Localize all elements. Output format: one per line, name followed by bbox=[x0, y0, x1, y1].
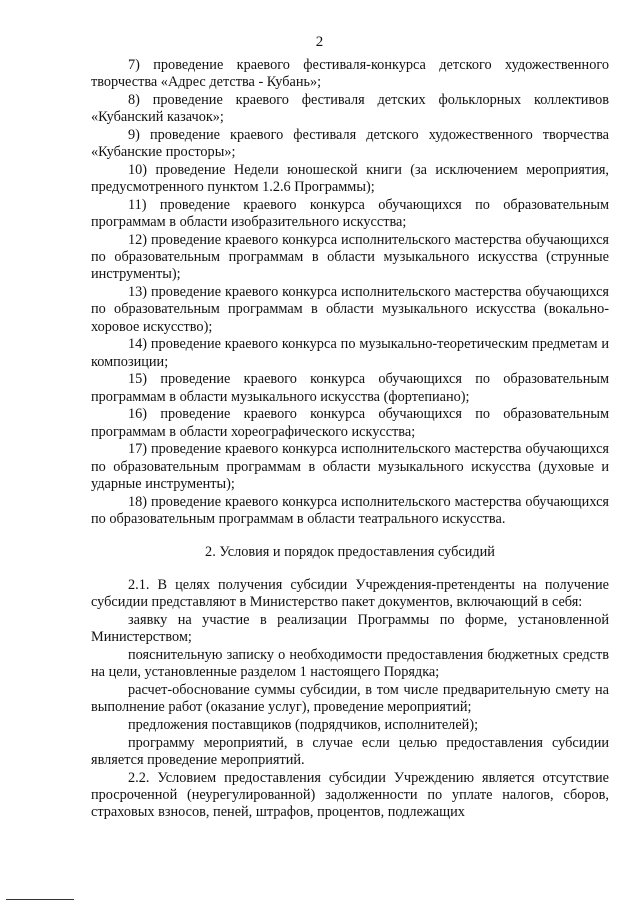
list-item: 8) проведение краевого фестиваля детских фольклорных коллективов «Кубанский казачок»; bbox=[91, 92, 609, 126]
page-number: 2 bbox=[315, 34, 324, 50]
document-body bbox=[91, 57, 609, 822]
footer-divider bbox=[6, 899, 74, 900]
list-item: 7) проведение краевого фестиваля-конкурса детского художественного творчества «Адрес детства - Кубань»; bbox=[91, 57, 609, 91]
list-item: 12) проведение краевого конкурса исполнительского мастерства обучающихся по образовательным программам в области музыкального искусства (струнные инструменты); bbox=[91, 232, 609, 283]
section-paragraph: предложения поставщиков (подрядчиков, исполнителей); bbox=[128, 717, 479, 734]
list-item: 15) проведение краевого конкурса обучающихся по образовательным программам в области музыкального искусства (фортепиано); bbox=[91, 371, 609, 405]
list-item: 18) проведение краевого конкурса исполнительского мастерства обучающихся по образовательным программам в области театрального искусства. bbox=[91, 493, 609, 527]
section-paragraph: пояснительную записку о необходимости предоставления бюджетных средств на цели, установленные разделом 1 настоящего Порядка; bbox=[91, 647, 609, 681]
list-item: 16) проведение краевого конкурса обучающихся по образовательным программам в области хореографического искусства; bbox=[91, 406, 609, 440]
list-item: 14) проведение краевого конкурса по музыкально-теоретическим предметам и композиции; bbox=[91, 336, 609, 370]
section-heading: 2. Условия и порядок предоставления субсидий bbox=[205, 544, 495, 561]
section-paragraph: 2.2. Условием предоставления субсидии Учреждению является отсутствие просроченной (неурегулированной) задолженности по уплате налогов, сборов, страховых взносов, пеней, штрафов, процентов, подлежащих bbox=[91, 770, 609, 821]
list-item: 13) проведение краевого конкурса исполнительского мастерства обучающихся по образовательным программам в области музыкального искусства (вокально-хоровое искусство); bbox=[91, 284, 609, 335]
list-item: 9) проведение краевого фестиваля детского художественного творчества «Кубанские просторы»; bbox=[91, 127, 609, 161]
list-item: 11) проведение краевого конкурса обучающихся по образовательным программам в области изобразительного искусства; bbox=[91, 197, 609, 231]
section-paragraph: программу мероприятий, в случае если целью предоставления субсидии является проведение мероприятий. bbox=[91, 735, 609, 769]
section-paragraph: заявку на участие в реализации Программы по форме, установленной Министерством; bbox=[91, 612, 609, 646]
list-item: 17) проведение краевого конкурса исполнительского мастерства обучающихся по образовательным программам в области музыкального искусства (духовые и ударные инструменты); bbox=[91, 441, 609, 492]
list-item: 10) проведение Недели юношеской книги (за исключением мероприятия, предусмотренного пунктом 1.2.6 Программы); bbox=[91, 162, 609, 196]
section-paragraph: расчет-обоснование суммы субсидии, в том числе предварительную смету на выполнение работ (оказание услуг), проведение мероприятий; bbox=[91, 682, 609, 716]
section-paragraph: 2.1. В целях получения субсидии Учреждения-претенденты на получение субсидии представляют в Министерство пакет документов, включающий в себя: bbox=[91, 577, 609, 611]
